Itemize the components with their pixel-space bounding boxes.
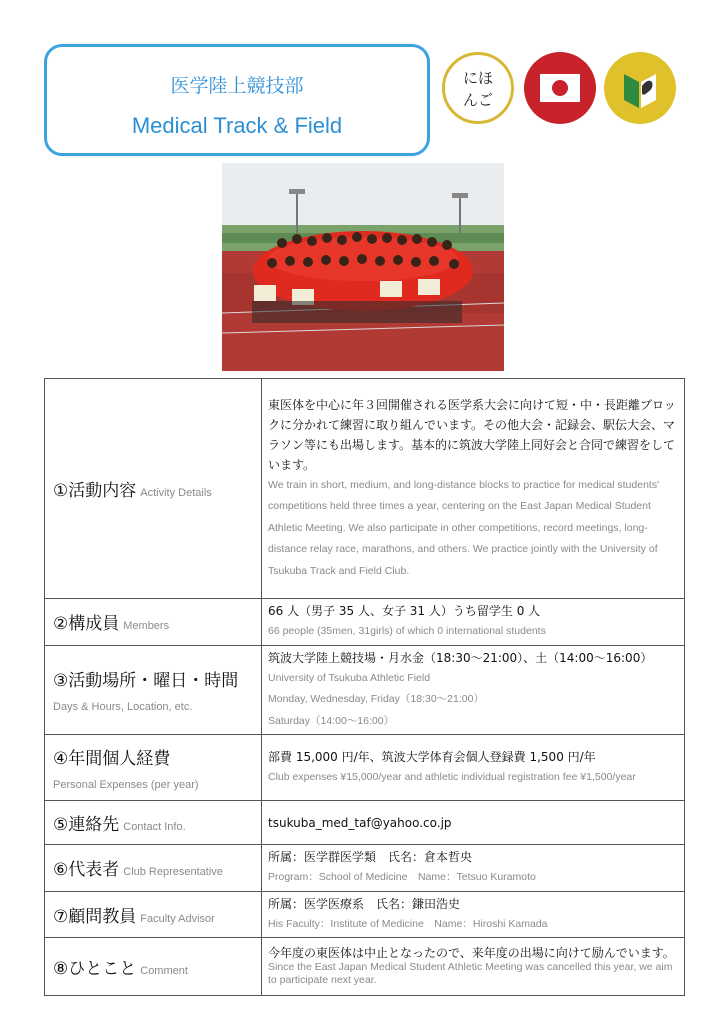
beginner-welcome-icon: [604, 52, 676, 124]
row-content: [262, 845, 685, 892]
row-content: [262, 938, 685, 996]
members-en: 66 people (35men, 31girls) of which 0 international students: [268, 625, 546, 637]
comment-jp: 今年度の東医体は中止となったので、来年度の出場に向けて励んでいます。: [268, 946, 675, 960]
table-row: [45, 938, 685, 996]
label-members-jp: ②構成員: [53, 614, 120, 635]
row-content: [262, 379, 685, 599]
label-activity-en: Activity Details: [140, 487, 212, 499]
representative-en: Program：School of Medicine Name：Tetsuo Kuramoto: [268, 871, 536, 883]
schedule-en-weekday: Monday, Wednesday, Friday（18:30～21:00）: [268, 693, 484, 705]
japanese-language-badge: [442, 52, 514, 124]
comment-en: Since the East Japan Medical Student Athletic Meeting was cancelled this year, we aim to participate next year.: [268, 961, 673, 986]
club-title-box: [44, 44, 430, 156]
expenses-en: Club expenses ¥15,000/year and athletic individual registration fee ¥1,500/year: [268, 770, 636, 783]
row-label: [45, 938, 262, 996]
row-label: [45, 735, 262, 801]
japan-flag-icon: [524, 52, 596, 124]
team-photo: [222, 163, 504, 371]
row-label: [45, 891, 262, 938]
row-label: [45, 845, 262, 892]
table-row: [45, 599, 685, 646]
label-representative-en: Club Representative: [123, 866, 223, 879]
advisor-en: His Faculty：Institute of Medicine Name：Hiroshi Kamada: [268, 917, 548, 930]
table-row: [45, 801, 685, 845]
representative-jp: 所属：医学群医学類 氏名：倉本哲央: [268, 850, 473, 864]
table-row: [45, 379, 685, 599]
row-content: [262, 801, 685, 845]
club-title-jp: 医学陸上競技部: [170, 75, 304, 97]
beginner-mark-icon: [604, 52, 676, 124]
label-advisor-en: Faculty Advisor: [140, 912, 215, 925]
advisor-jp: 所属：医学医療系 氏名：鎌田浩史: [268, 896, 461, 911]
row-content: [262, 735, 685, 801]
row-label: [45, 645, 262, 735]
members-jp: 66 人（男子 35 人、女子 31 人）うち留学生 0 人: [268, 604, 541, 618]
row-content: [262, 599, 685, 646]
activity-description-en: We train in short, medium, and long-distance blocks to practice for medical students' competitions held three times a year, centering on the East Japan Medical Student Athletic Meeting. We also participate in other competitions, record meetings, long-distance relay race, marathons, and others. We practice jointly with the University of Tsukuba Track and Field Club.: [268, 478, 660, 577]
label-advisor-jp: ⑦顧問教員: [53, 906, 137, 927]
row-content: [262, 891, 685, 938]
label-comment-jp: ⑧ひとこと: [53, 959, 137, 979]
badge-lang-line2: んご: [462, 91, 493, 109]
club-info-table: [44, 378, 685, 996]
row-label: [45, 599, 262, 646]
label-schedule-jp: ③活動場所・曜日・時間: [53, 671, 239, 692]
badge-lang-line1: にほ: [462, 69, 493, 87]
expenses-jp: 部費 15,000 円/年、筑波大学体育会個人登録費 1,500 円/年: [268, 749, 596, 764]
table-row: [45, 645, 685, 735]
schedule-en-location: University of Tsukuba Athletic Field: [268, 671, 431, 684]
label-members-en: Members: [123, 620, 170, 633]
table-row: [45, 845, 685, 892]
label-schedule-en: Days & Hours, Location, etc.: [53, 701, 193, 714]
label-representative-jp: ⑥代表者: [53, 860, 120, 881]
flag-sun: [552, 80, 568, 96]
label-expenses-en: Personal Expenses (per year): [53, 779, 199, 791]
contact-email[interactable]: tsukuba_med_taf@yahoo.co.jp: [268, 815, 452, 830]
schedule-en-saturday: Saturday（14:00～16:00）: [268, 714, 395, 727]
row-content: [262, 645, 685, 735]
label-activity-jp: ①活動内容: [53, 481, 137, 501]
label-expenses-jp: ④年間個人経費: [53, 749, 171, 769]
row-label: [45, 801, 262, 845]
club-title-en: Medical Track & Field: [131, 113, 343, 138]
activity-description-jp: 東医体を中心に年３回開催される医学系大会に向けて短・中・長距離ブロックに分かれて練習に取り組んでいます。その他大会・記録会、駅伝大会、マラソン等にも出場します。基本的に筑波大学陸上同好会と合同で練習をしています。: [268, 397, 676, 472]
row-label: [45, 379, 262, 599]
label-comment-en: Comment: [140, 965, 188, 977]
table-row: [45, 891, 685, 938]
table-row: [45, 735, 685, 801]
label-contact-jp: ⑤連絡先: [53, 815, 120, 835]
label-contact-en: Contact Info.: [123, 821, 186, 833]
schedule-jp: 筑波大学陸上競技場・月水金（18:30～21:00）、土（14:00～16:00）: [268, 650, 653, 665]
